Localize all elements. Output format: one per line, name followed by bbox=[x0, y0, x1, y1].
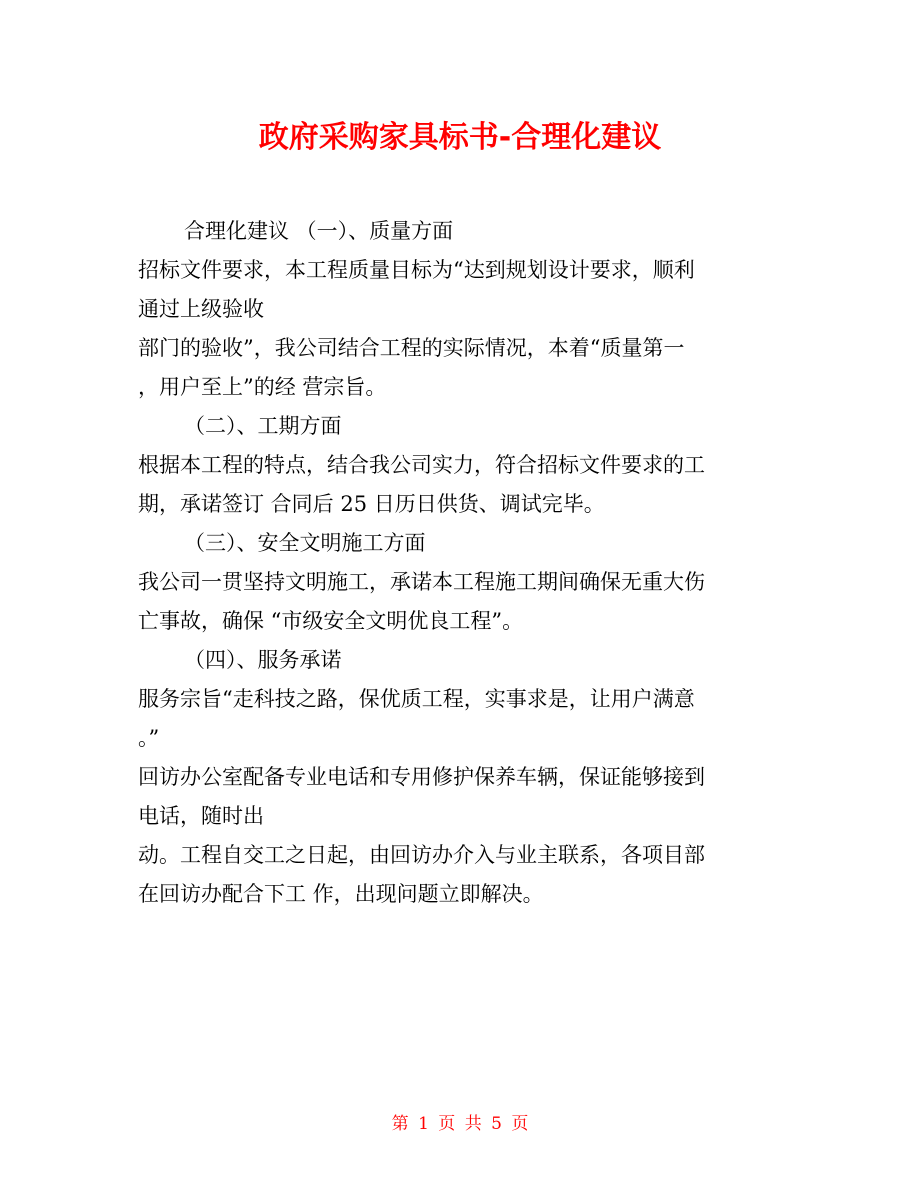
paragraph-line: ，用户至上”的经 营宗旨。 bbox=[138, 375, 387, 399]
document-title: 政府采购家具标书-合理化建议 bbox=[258, 120, 662, 155]
paragraph-line: 根据本工程的特点，结合我公司实力，符合招标文件要求的工 bbox=[138, 453, 705, 477]
section-heading-quality: 合理化建议 （一）、质量方面 bbox=[184, 219, 454, 243]
paragraph-line: 通过上级验收 bbox=[138, 297, 264, 321]
paragraph-line: 期，承诺签订 合同后 25 日历日供货、调试完毕。 bbox=[138, 492, 605, 516]
section-heading-safety: （三）、安全文明施工方面 bbox=[184, 531, 426, 555]
document-body bbox=[138, 212, 788, 914]
paragraph-line: 招标文件要求，本工程质量目标为“达到规划设计要求，顺利 bbox=[138, 258, 695, 282]
paragraph-line: 在回访办配合下工 作，出现问题立即解决。 bbox=[138, 882, 544, 906]
section-heading-schedule: （二）、工期方面 bbox=[184, 414, 342, 438]
paragraph-line: 亡事故，确保 “市级安全文明优良工程”。 bbox=[138, 609, 524, 633]
paragraph-line: 部门的验收”，我公司结合工程的实际情况，本着“质量第一 bbox=[138, 336, 685, 360]
paragraph-line: 回访办公室配备专业电话和专用修护保养车辆，保证能够接到 bbox=[138, 765, 705, 789]
paragraph-line: 电话，随时出 bbox=[138, 804, 264, 828]
page-footer: 第 1 页 共 5 页 bbox=[391, 1114, 529, 1134]
paragraph-line: 。” bbox=[138, 726, 160, 750]
paragraph-line: 服务宗旨“走科技之路，保优质工程，实事求是，让用户满意 bbox=[138, 687, 695, 711]
paragraph-line: 我公司一贯坚持文明施工，承诺本工程施工期间确保无重大伤 bbox=[138, 570, 705, 594]
paragraph-line: 动。工程自交工之日起，由回访办介入与业主联系，各项目部 bbox=[138, 843, 705, 867]
section-heading-service: （四）、服务承诺 bbox=[184, 648, 342, 672]
